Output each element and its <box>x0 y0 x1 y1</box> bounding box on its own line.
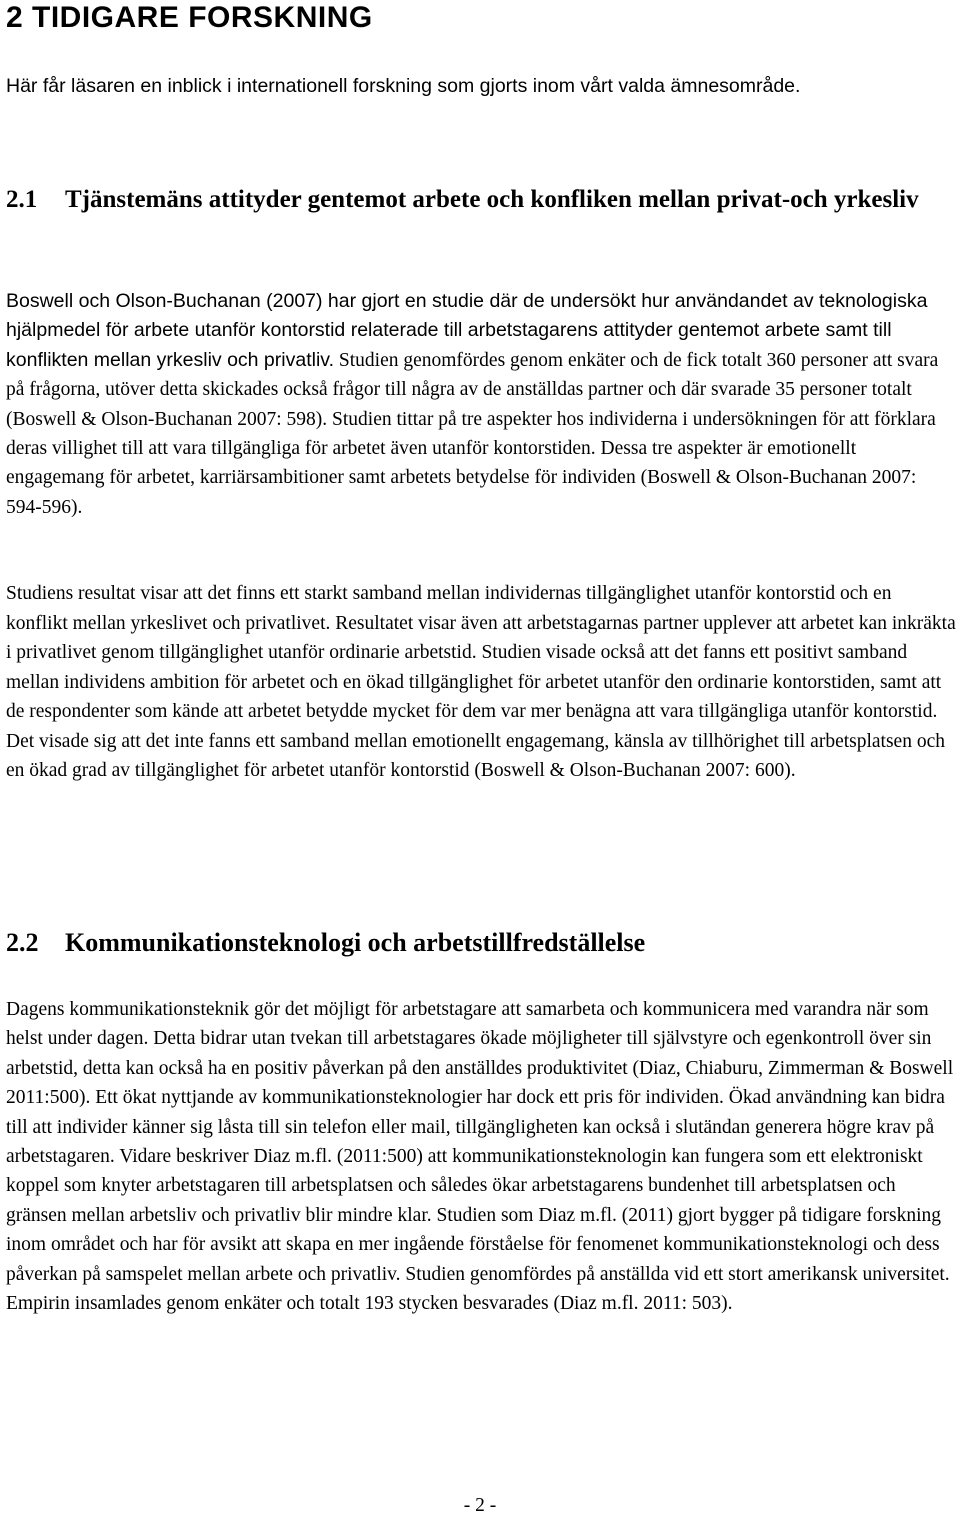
section-title: Tjänstemäns attityder gentemot arbete och konfliken mellan privat-och yrkesliv <box>65 186 919 213</box>
chapter-intro: Här får läsaren en inblick i internationell forskning som gjorts inom vårt valda ämnesområde. <box>6 75 801 97</box>
paragraph-text-sans: Boswell och Olson-Buchanan (2007) har gjort en studie där de undersökt hur användandet av teknologiska hjälpmedel för arbete utanför kontorstid relaterade till arbetstagarens attityder gentemot arbete samt till konflikten mellan yrkesliv och privatliv. <box>6 290 928 371</box>
section-number: 2.2 <box>6 928 39 957</box>
chapter-heading: 2 TIDIGARE FORSKNING <box>6 1 373 34</box>
section-2-1-paragraph-2: Studiens resultat visar att det finns ett starkt samband mellan individernas tillgänglighet utanför kontorstid och en konflikt mellan yrkeslivet och privatlivet. Resultatet visar även att arbetstagarnas partner upplever att arbetet kan inkräkta i privatlivet genom tillgänglighet utanför ordinarie arbetstid. Studien visade också att det fanns ett positivt samband mellan individens ambition för arbetet och en ökad tillgänglighet för arbetet utanför den ordinarie kontorstiden, samt att de respondenter som kände att arbetet betydde mycket för dem var mer benägna att vara tillgängliga utanför kontorstid. Det visade sig att det inte fanns ett samband mellan emotionellt engagemang, känsla av tillhörighet till arbetsplatsen och en ökad grad av tillgänglighet för arbetet utanför kontorstid (Boswell & Olson-Buchanan 2007: 600). <box>6 583 956 781</box>
section-2-1-paragraph-1 <box>6 287 956 522</box>
section-2-2-paragraph-1: Dagens kommunikationsteknik gör det möjligt för arbetstagare att samarbeta och kommunicera med varandra när som helst under dagen. Detta bidrar utan tvekan till arbetstagares ökade möjligheter till självstyre och egenkontroll över sin arbetstid, detta kan också ha en positiv påverkan på den anställdes produktivitet (Diaz, Chiaburu, Zimmerman & Boswell 2011:500). Ett ökat nyttjande av kommunikationsteknologier har dock ett pris för individen. Ökad användning kan bidra till att individer känner sig låsta till sin telefon eller mail, tillgängligheten kan också i slutändan generera högre krav på arbetstagaren. Vidare beskriver Diaz m.fl. (2011:500) att kommunikationsteknologin kan fungera som ett elektroniskt koppel som knyter arbetstagaren till arbetsplatsen och således ökar arbetstagarens bundenhet till arbetsplatsen och gränsen mellan arbetsliv och privatliv blir mindre klar. Studien som Diaz m.fl. (2011) gjort bygger på tidigare forskning inom området och har för avsikt att skapa en mer ingående förståelse för fenomenet kommunikationsteknologi och dess påverkan på samspelet mellan arbete och privatliv. Studien genomfördes på anställda vid ett stort amerikansk universitet. Empirin insamlades genom enkäter och totalt 193 stycken besvarades (Diaz m.fl. 2011: 503). <box>6 999 954 1315</box>
section-title: Kommunikationsteknologi och arbetstillfredställelse <box>65 928 646 957</box>
paragraph-text-serif: Studien genomfördes genom enkäter och de fick totalt 360 personer att svara på frågorna, utöver detta skickades också frågor till några av de anställdas partner och där svarade 35 personer totalt (Boswell & Olson-Buchanan 2007: 598). Studien tittar på tre aspekter hos individerna i undersökningen för att förklara deras villighet till att vara tillgängliga för arbetet även utanför kontorstiden. Dessa tre aspekter är emotionellt engagemang för arbetet, karriärsambitioner samt arbetets betydelse för individen (Boswell & Olson-Buchanan 2007: 594-596). <box>6 349 939 518</box>
section-number: 2.1 <box>6 186 38 213</box>
section-heading-2-2 <box>6 928 645 957</box>
page-number: - 2 - <box>463 1495 497 1516</box>
section-heading-2-1 <box>6 185 946 214</box>
